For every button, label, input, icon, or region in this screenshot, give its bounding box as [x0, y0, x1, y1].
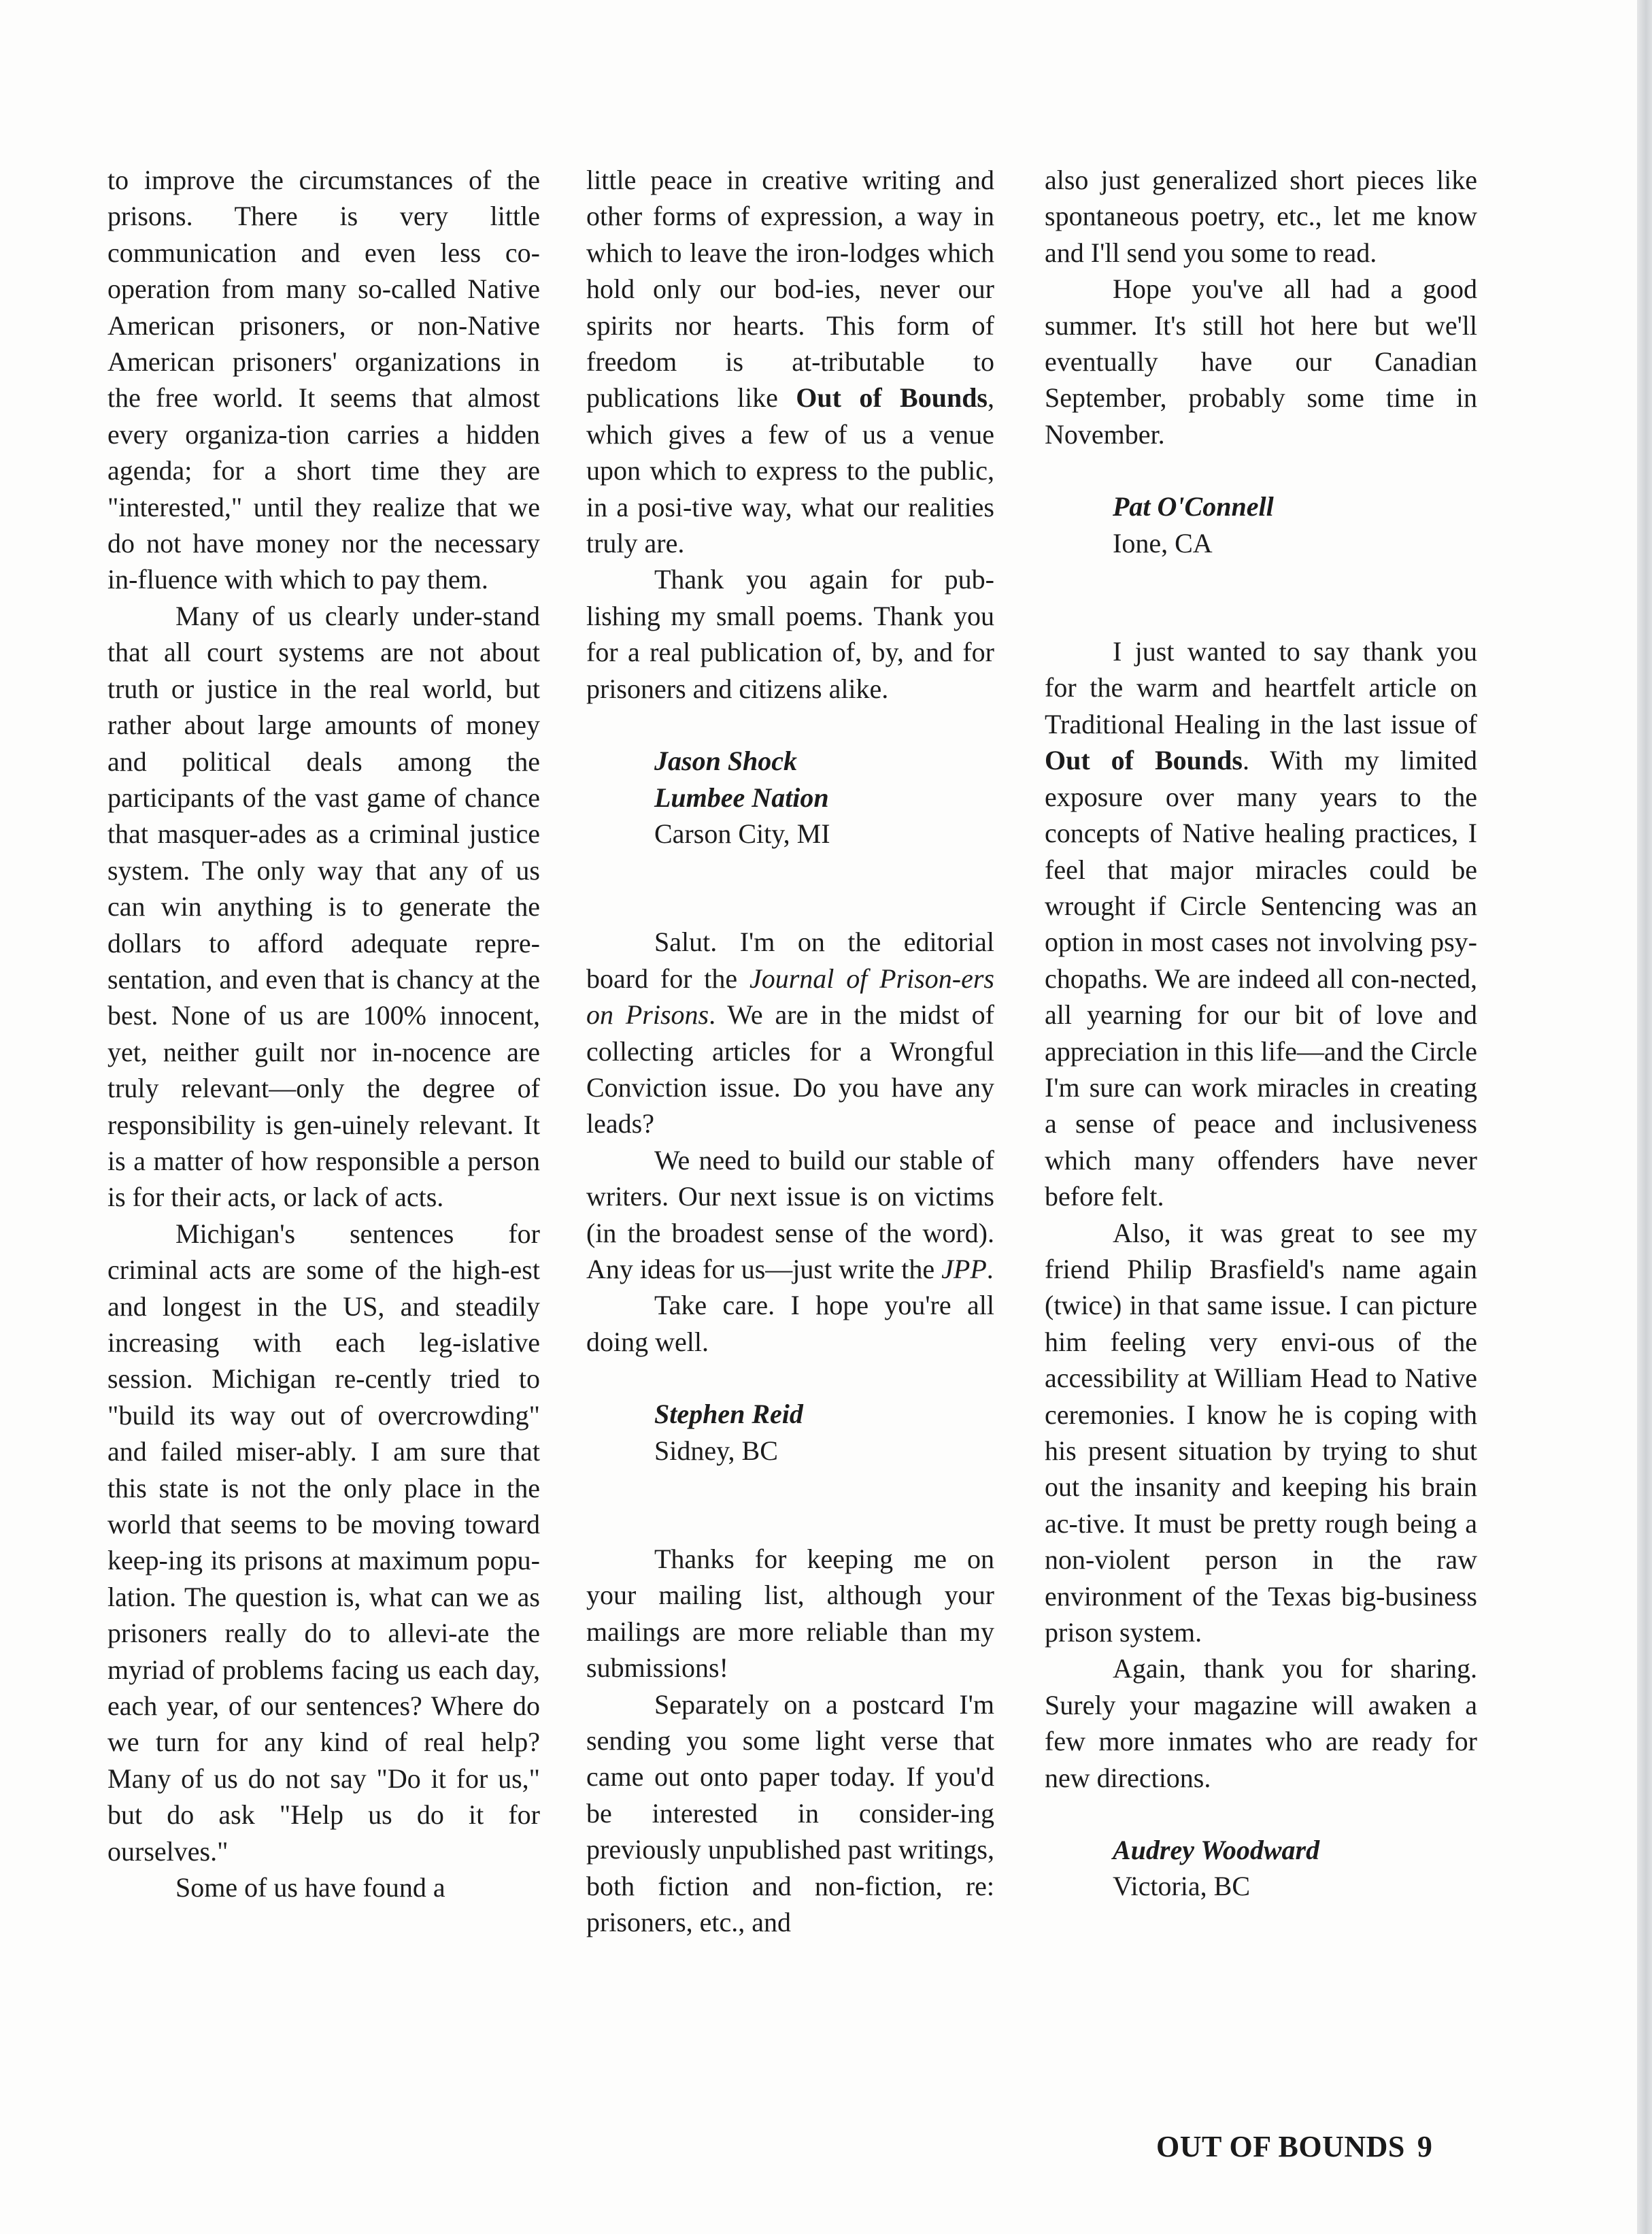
- text: I just wanted to say thank you for the warm and heartfelt article on Traditional Healing in the last issue of: [1045, 636, 1477, 739]
- text: little peace in creative writing and other forms of expression, a way in which to leave the iron-lodges which hold only our bod-ies, never our spirits nor hearts. This form of freedom is at-tributable to publications like: [586, 165, 994, 414]
- paragraph: Take care. I hope you're all doing well.: [586, 1290, 994, 1357]
- letter-stephen-reid: [586, 924, 994, 1469]
- column-3: [1045, 162, 1477, 1905]
- publication-name: Out of Bounds: [1045, 745, 1243, 776]
- signature: [654, 1396, 994, 1469]
- signature: [654, 743, 994, 852]
- paragraph: Thanks for keeping me on your mailing list, although your mailings are more reliable than my submissions!: [586, 1544, 994, 1684]
- letter-pat-oconnell-end: [1045, 162, 1477, 561]
- paragraph: to improve the circumstances of the prisons. There is very little communication and even less co-operation from many so-called Native American prisoners, or non-Native American prisoners' organizations in the free world. It seems that almost every organiza-tion carries a hidden agenda; for a short time they are "interested," until they realize that we do not have money nor the necessary in-fluence with which to pay them.: [107, 165, 540, 595]
- text: Salut. I'm on the editorial board for the: [586, 927, 994, 994]
- paragraph: also just generalized short pieces like spontaneous poetry, etc., let me know and I'll send you some to read.: [1045, 165, 1477, 268]
- text: , which gives a few of us a venue upon which to express to the public, in a posi-tive way, what our realities truly are.: [586, 382, 994, 559]
- text: .: [986, 1253, 994, 1284]
- text: . We are in the midst of collecting articles for a Wrongful Conviction issue. Do you have any leads?: [586, 999, 994, 1139]
- paragraph: [586, 162, 994, 561]
- publication-title: OUT OF BOUNDS: [1156, 2130, 1405, 2163]
- paragraph: Many of us clearly under-stand that all court systems are not about truth or justice in the real world, but rather about large amounts of money and political deals among the participants of the vast game of chance that masquer-ades as a criminal justice system. The only way that any of us can win anything is to generate the dollars to afford adequate repre-sentation, and even that is chancy at the best. None of us are 100% innocent, yet, neither guilt nor in-nocence are truly relevant—only the degree of responsibility is gen-uinely relevant. It is a matter of how responsible a person is for their acts, or lack of acts.: [107, 600, 540, 1213]
- letter-jason-shock: [586, 162, 994, 852]
- letter-audrey-woodward: [1045, 633, 1477, 1905]
- paragraph: Again, thank you for sharing. Surely your magazine will awaken a few more inmates who are ready for new directions.: [1045, 1653, 1477, 1793]
- journal-abbrev: JPP: [941, 1253, 987, 1284]
- paragraph: [586, 1142, 994, 1288]
- paragraph: [1045, 633, 1477, 1215]
- signature-name: Audrey Woodward: [1113, 1835, 1320, 1866]
- paragraph: Michigan's sentences for criminal acts are some of the high-est and longest in the US, and steadily increasing with each leg-islative session. Michigan re-cently tried to "build its way out of overcrowding" and failed miser-ably. I am sure that this state is not the only place in the world that seems to be moving toward keep-ing its prisons at maximum popu-lation. The question is, what can we as prisoners really do to allevi-ate the myriad of problems facing us each day, each year, of our sentences? Where do we turn for any kind of real help? Many of us do not say "Do it for us," but do ask "Help us do it for ourselves.": [107, 1218, 540, 1867]
- paragraph: Some of us have found a: [175, 1872, 445, 1903]
- paragraph: Hope you've all had a good summer. It's still hot here but we'll eventually have our Canadian September, probably some time in November.: [1045, 273, 1477, 450]
- signature: [1113, 1832, 1477, 1905]
- column-1: [107, 162, 540, 1906]
- signature-name: Stephen Reid: [654, 1399, 803, 1430]
- journal-name: Journal of Prison-ers on Prisons: [586, 963, 994, 1031]
- signature-place: Sidney, BC: [654, 1435, 778, 1466]
- signature-name: Jason Shock: [654, 746, 798, 777]
- page-number: 9: [1417, 2130, 1433, 2163]
- signature-place: Ione, CA: [1113, 527, 1213, 558]
- signature-place: Carson City, MI: [654, 818, 830, 849]
- paragraph: Separately on a postcard I'm sending you some light verse that came out onto paper today. If you'd be interested in consider-ing previously unpublished past writings, both fiction and non-fiction, re: prisoners, etc., and: [586, 1688, 994, 1938]
- page-edge-shadow: [1637, 0, 1652, 2234]
- signature-name: Pat O'Connell: [1113, 491, 1274, 522]
- signature-nation: Lumbee Nation: [654, 782, 829, 813]
- text: . With my limited exposure over many years to the concepts of Native healing practices, I feel that major miracles could be wrought if Circle Sentencing was an option in most cases not involving psy-chopaths. We are indeed all con-nected, all yearning for our bit of love and appreciation in this life—and the Circle I'm sure can work miracles in creating a sense of peace and inclusiveness which many offenders have never before felt.: [1045, 745, 1477, 1212]
- paragraph: [586, 924, 994, 1141]
- text: We need to build our stable of writers. Our next issue is on victims (in the broadest sense of the word). Any ideas for us—just write the: [586, 1144, 994, 1284]
- paragraph: Thank you again for pub-lishing my small poems. Thank you for a real publication of, by, and for prisoners and citizens alike.: [586, 564, 994, 704]
- letter-pat-oconnell-start: [586, 1541, 994, 1940]
- publication-name: Out of Bounds: [796, 382, 988, 414]
- paragraph: Also, it was great to see my friend Philip Brasfield's name again (twice) in that same issue. I can picture him feeling very envi-ous of the accessibility at William Head to Native ceremonies. I know he is coping with his present situation by trying to shut out the insanity and keeping his brain ac-tive. It must be pretty rough being a non-violent person in the raw environment of the Texas big-business prison system.: [1045, 1217, 1477, 1648]
- signature: [1113, 488, 1477, 561]
- page-footer: [1156, 2129, 1432, 2164]
- column-2: [586, 162, 994, 1940]
- signature-place: Victoria, BC: [1113, 1871, 1251, 1902]
